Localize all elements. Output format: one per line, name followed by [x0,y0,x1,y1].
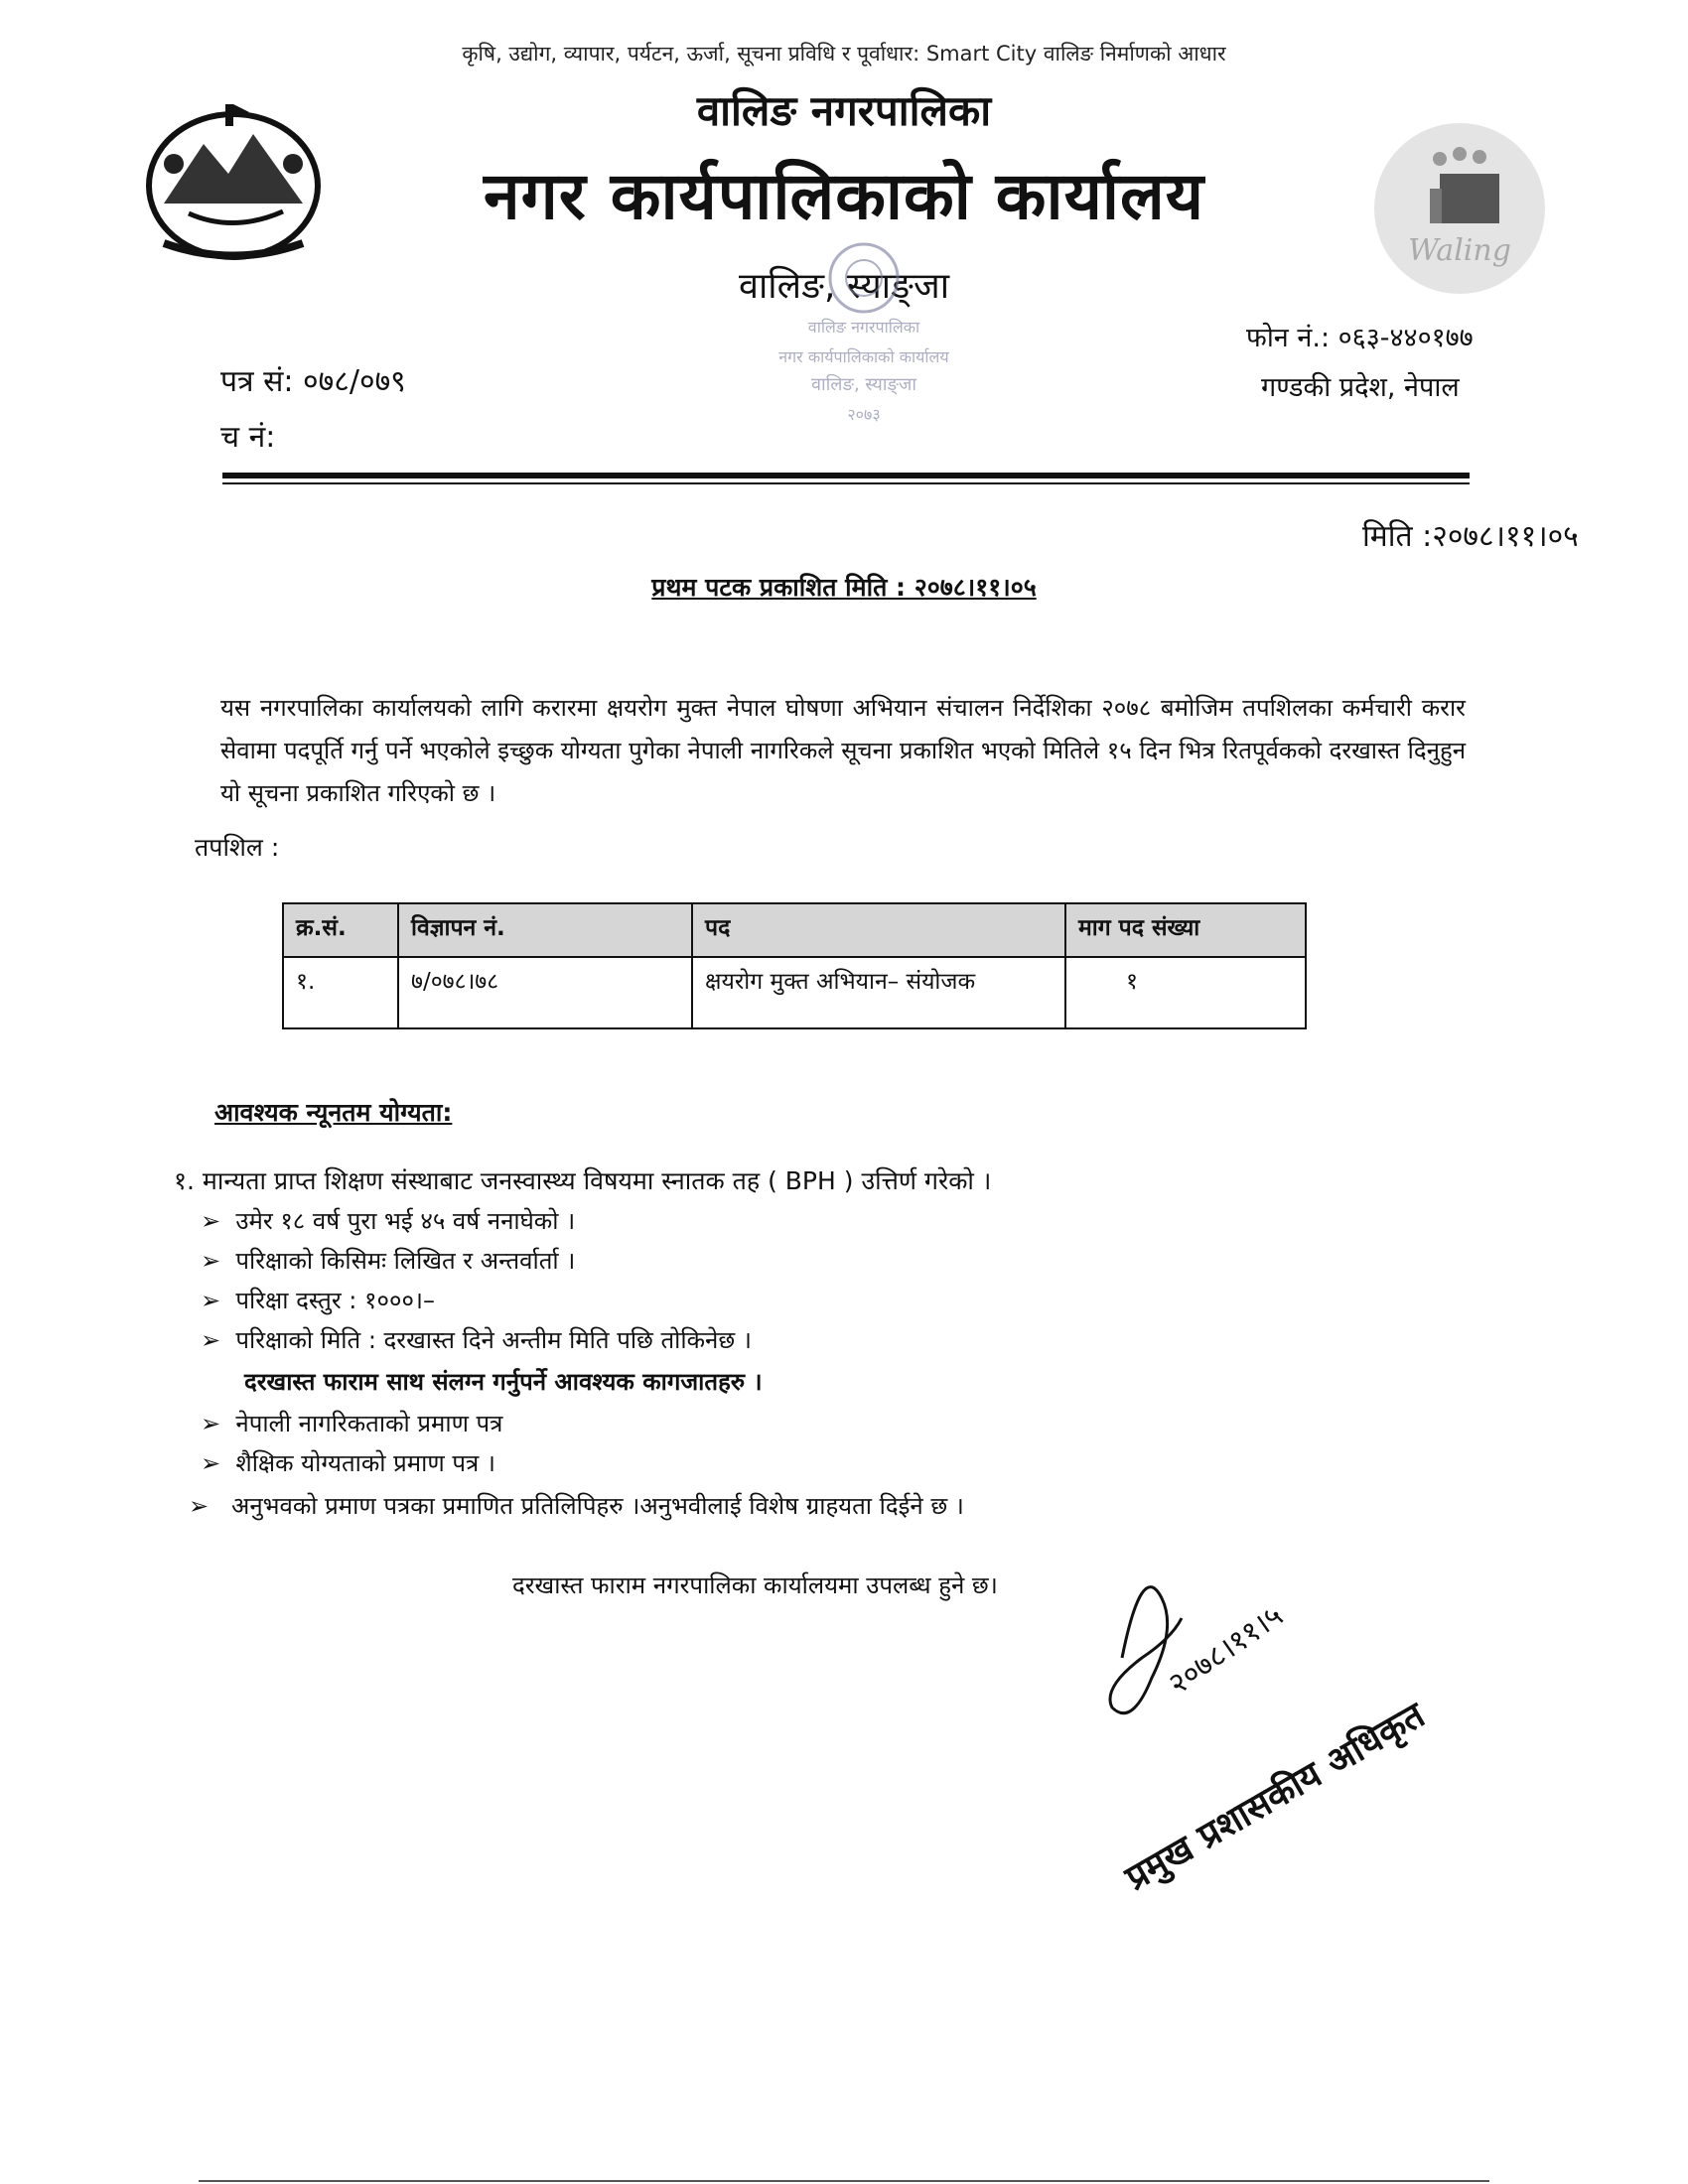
list-item [201,1284,435,1316]
office-location: वालिङ, स्याङ्जा [738,266,950,307]
letter-date: मिति :२०७८।११।०५ [1362,519,1579,554]
list-item-text: परिक्षा दस्तुर : १०००।– [235,1287,436,1314]
cell-ad-number: ७/०७८।७८ [398,957,692,1028]
header-serial: क्र.सं. [283,903,398,957]
svg-text:नगर कार्यपालिकाको कार्यालय: नगर कार्यपालिकाको कार्यालय [778,347,949,366]
letter-number: पत्र सं: ०७८/०७९ [220,364,406,399]
notice-body: यस नगरपालिका कार्यालयको लागि करारमा क्षयरोग मुक्त नेपाल घोषणा अभियान संचालन निर्देशिका २०७८ बमोजिम तपशिलका कर्मचारी करार सेवामा पदपूर्ति गर्नु पर्ने भएकोले इच्छुक योग्यता पुगेका नेपाली नागरिकले सूचना प्रकाशित भएको मितिले १५ दिन भित्र रितपूर्वकको दरखास्त दिनुहुन यो सूचना प्रकाशित गरिएको छ । [220,694,1467,807]
header-post: पद [692,903,1065,957]
qualification-item-1: १. मान्यता प्राप्त शिक्षण संस्थाबाट जनस्वास्थ्य विषयमा स्नातक तह ( BPH ) उत्तिर्ण गरेको । [174,1166,992,1195]
dispatch-number: च नं: [220,420,276,455]
published-date: प्रथम पटक प्रकाशित मिति : २०७८।११।०५ [651,573,1037,602]
arrow-bullet-icon: ➢ [201,1449,221,1477]
list-item [201,1204,575,1237]
header-divider-thick [222,473,1470,478]
list-item-text: उमेर १८ वर्ष पुरा भई ४५ वर्ष ननाघेको । [235,1207,576,1235]
svg-text:वालिङ नगरपालिका: वालिङ नगरपालिका [807,318,920,337]
svg-text:२०७८।११।५: २०७८।११।५ [1162,1598,1290,1703]
arrow-bullet-icon: ➢ [201,1287,221,1314]
list-item-text: शैक्षिक योग्यताको प्रमाण पत्र । [235,1449,495,1477]
list-item-text: परिक्षाको मिति : दरखास्त दिने अन्तीम मिति पछि तोकिनेछ । [235,1326,752,1354]
closing-note: दरखास्त फाराम नगरपालिका कार्यालयमा उपलब्ध हुने छ। [512,1571,998,1599]
svg-text:Waling: Waling [1408,233,1511,268]
list-item [201,1407,502,1439]
cell-serial: १. [283,957,398,1028]
header-divider-thin [222,482,1470,484]
header-post-count: माग पद संख्या [1065,903,1306,957]
arrow-bullet-icon: ➢ [201,1247,221,1275]
arrow-bullet-icon: ➢ [189,1492,210,1520]
list-item [201,1244,575,1277]
arrow-bullet-icon: ➢ [201,1326,221,1354]
list-item-text: अनुभवको प्रमाण पत्रका प्रमाणित प्रतिलिपिहरु ।अनुभवीलाई विशेष ग्राहयता दिईने छ । [231,1492,964,1520]
list-item-text: परिक्षाको किसिमः लिखित र अन्तर्वार्ता । [235,1247,576,1275]
svg-text:वालिङ, स्याङ्जा: वालिङ, स्याङ्जा [810,374,917,395]
vacancy-table [282,902,1307,1029]
office-title: नगर कार्यपालिकाको कार्यालय [484,158,1204,234]
list-item-text: नेपाली नागरिकताको प्रमाण पत्र [235,1410,503,1437]
table-header-row [283,903,1306,957]
svg-text:प्रमुख प्रशासकीय अधिकृत: प्रमुख प्रशासकीय अधिकृत [1118,1695,1432,1899]
page-bottom-edge [199,2180,1489,2182]
arrow-bullet-icon: ➢ [201,1410,221,1437]
cell-post-count: १ [1065,957,1306,1028]
municipality-name: वालिङ नगरपालिका [696,86,992,135]
phone-number: फोन नं.: ०६३-४४०१७७ [1246,323,1474,353]
list-item [189,1489,964,1522]
official-stamp-icon [1102,1668,1460,1906]
qualifications-heading: आवश्यक न्यूनतम योग्यता: [214,1098,453,1127]
details-label: तपशिल : [195,833,280,862]
office-seal-icon [740,238,988,437]
province-address: गण्डकी प्रदेश, नेपाल [1261,372,1460,403]
list-item [201,1446,495,1479]
table-row [283,957,1306,1028]
documents-heading: दरखास्त फाराम साथ संलग्न गर्नुपर्ने आवश्यक कागजातहरु । [244,1368,763,1396]
list-item [201,1323,752,1356]
header-ad-number: विज्ञापन नं. [398,903,692,957]
cell-post: क्षयरोग मुक्त अभियान– संयोजक [692,957,1065,1028]
arrow-bullet-icon: ➢ [201,1207,221,1235]
header-tagline: कृषि, उद्योग, व्यापार, पर्यटन, ऊर्जा, सूचना प्रविधि र पूर्वाधार: Smart City वालिङ निर्माणको आधार [462,42,1226,66]
svg-text:२०७३: २०७३ [847,405,881,424]
